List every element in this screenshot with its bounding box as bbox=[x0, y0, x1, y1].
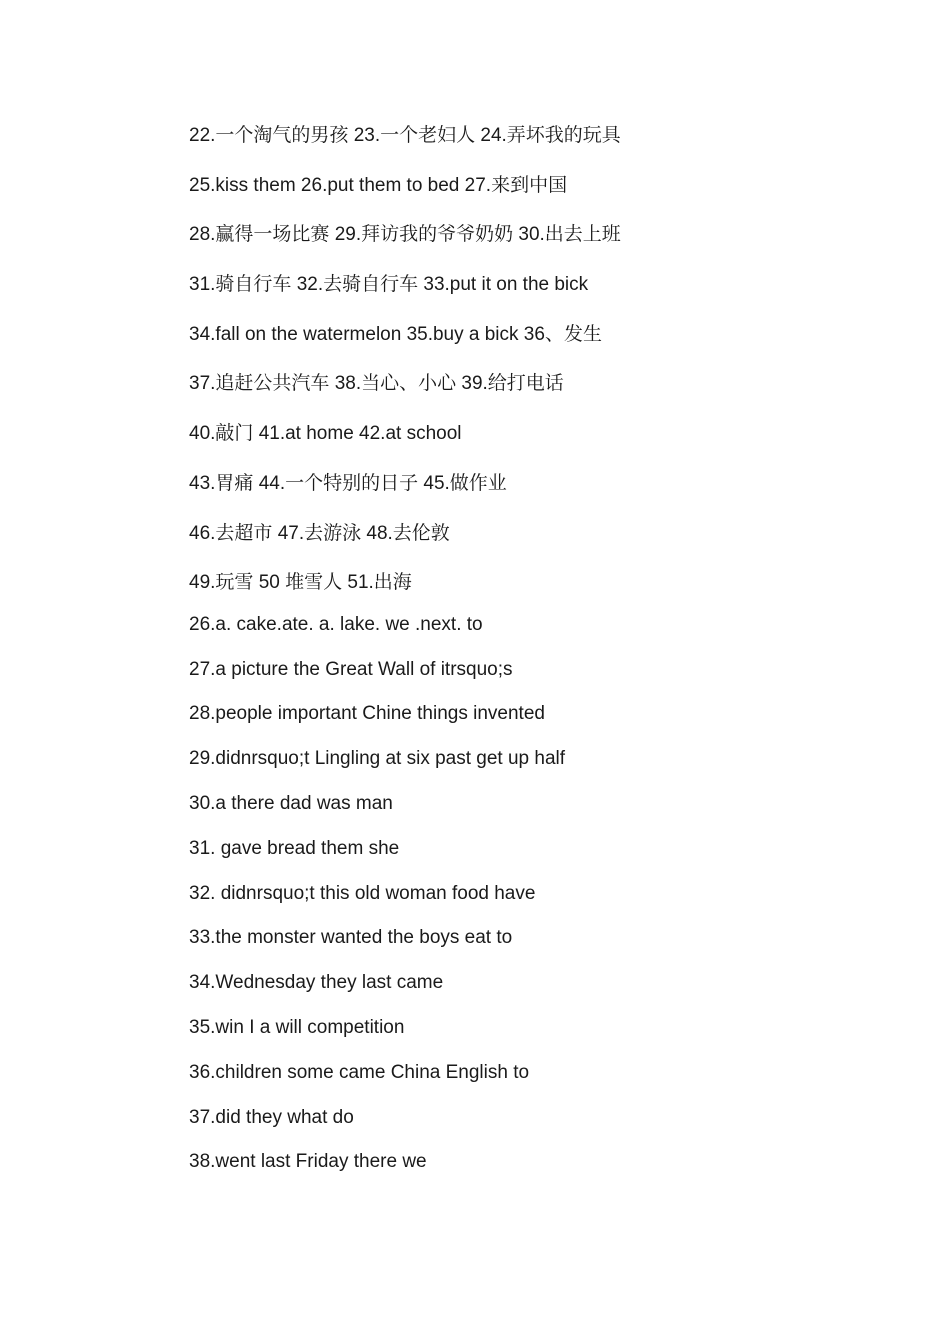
phrase-line: 37.追赶公共汽车 38.当心、小心 39.给打电话 bbox=[189, 373, 564, 395]
phrase-line: 43.胃痛 44.一个特别的日子 45.做作业 bbox=[189, 472, 507, 494]
phrase-list bbox=[189, 118, 889, 615]
sentence-line: 31. gave bread them she bbox=[189, 837, 400, 859]
sentence-line: 27.a picture the Great Wall of itrsquo;s bbox=[189, 658, 513, 680]
phrase-line: 46.去超市 47.去游泳 48.去伦敦 bbox=[189, 522, 450, 544]
sentence-line: 38.went last Friday there we bbox=[189, 1151, 427, 1173]
phrase-line: 31.骑自行车 32.去骑自行车 33.put it on the bick bbox=[189, 274, 589, 296]
sentence-line: 28.people important Chine things invented bbox=[189, 703, 545, 725]
phrase-line: 49.玩雪 50 堆雪人 51.出海 bbox=[189, 572, 412, 594]
sentence-line: 36.children some came China English to bbox=[189, 1061, 530, 1083]
sentence-line: 26.a. cake.ate. a. lake. we .next. to bbox=[189, 613, 483, 635]
phrase-line: 34.fall on the watermelon 35.buy a bick 36、发生 bbox=[189, 323, 602, 345]
sentence-line: 37.did they what do bbox=[189, 1106, 354, 1128]
sentence-line: 35.win I a will competition bbox=[189, 1017, 405, 1039]
sentence-line: 32. didnrsquo;t this old woman food have bbox=[189, 882, 536, 904]
sentence-line: 30.a there dad was man bbox=[189, 793, 393, 815]
document-body bbox=[189, 118, 889, 1194]
phrase-line: 28.赢得一场比赛 29.拜访我的爷爷奶奶 30.出去上班 bbox=[189, 224, 621, 246]
sentence-line: 33.the monster wanted the boys eat to bbox=[189, 927, 513, 949]
phrase-line: 40.敲门 41.at home 42.at school bbox=[189, 423, 462, 445]
phrase-line: 25.kiss them 26.put them to bed 27.来到中国 bbox=[189, 174, 568, 196]
sentence-line: 29.didnrsquo;t Lingling at six past get up half bbox=[189, 748, 566, 770]
sentence-line: 34.Wednesday they last came bbox=[189, 972, 444, 994]
sentence-list bbox=[189, 612, 889, 1194]
phrase-line: 22.一个淘气的男孩 23.一个老妇人 24.弄坏我的玩具 bbox=[189, 125, 621, 146]
